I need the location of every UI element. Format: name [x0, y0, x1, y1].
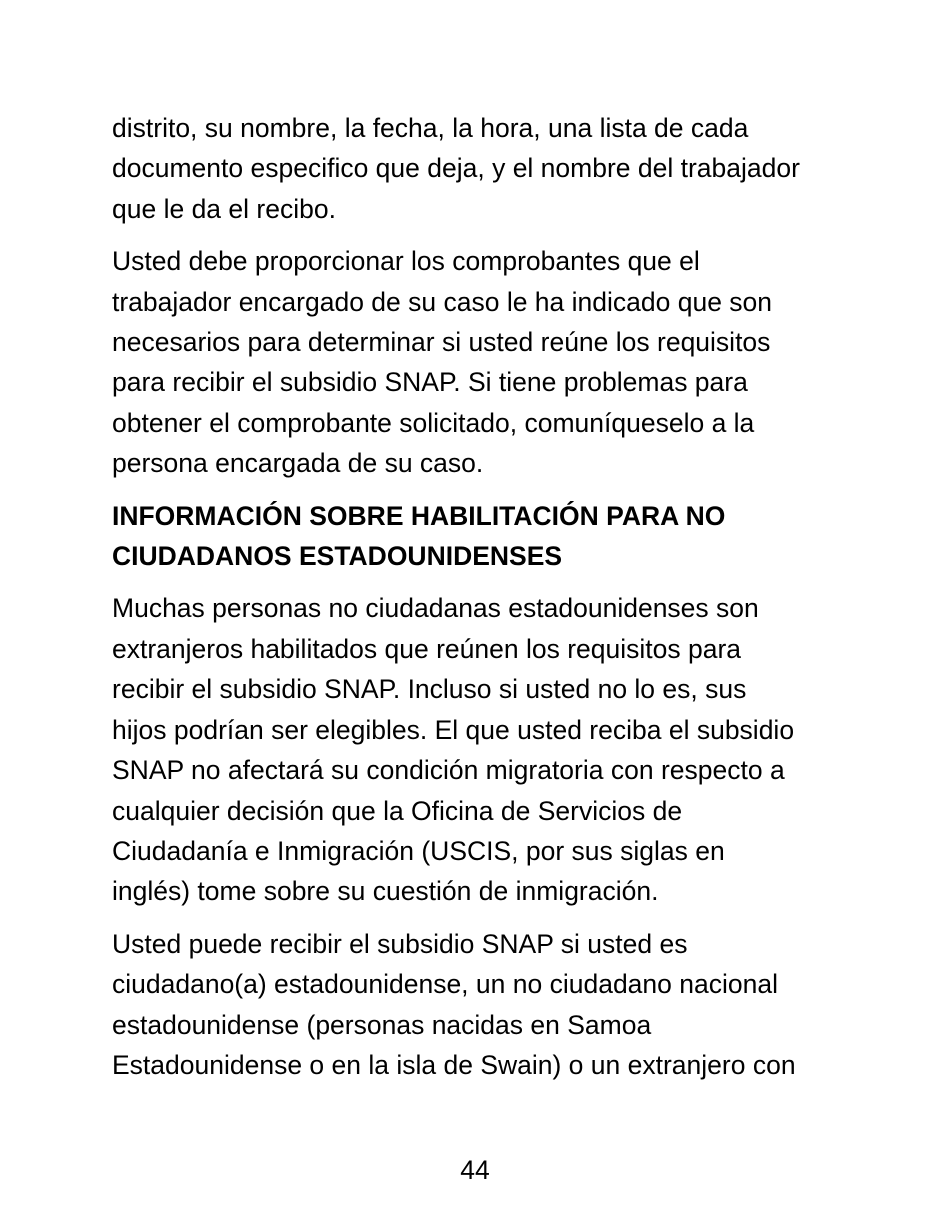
- text-line: que le da el recibo.: [112, 193, 336, 224]
- text-line: Muchas personas no ciudadanas estadounidenses son: [112, 593, 759, 624]
- text-line: recibir el subsidio SNAP. Incluso si usted no lo es, sus: [112, 674, 747, 705]
- paragraph-proof-requirements: [112, 241, 852, 483]
- text-line: inglés) tome sobre su cuestión de inmigración.: [112, 876, 659, 907]
- paragraph-receipt-details: [112, 108, 852, 229]
- text-line: obtener el comprobante solicitado, comuníqueselo a la: [112, 407, 755, 438]
- text-line: Ciudadanía e Inmigración (USCIS, por sus siglas en: [112, 835, 725, 866]
- text-line: cualquier decisión que la Oficina de Servicios de: [112, 795, 683, 826]
- section-heading: [112, 496, 852, 577]
- text-line: estadounidense (personas nacidas en Samoa: [112, 1009, 652, 1040]
- text-line: documento especifico que deja, y el nombre del trabajador: [112, 153, 800, 184]
- page-content: [112, 108, 852, 1085]
- paragraph-who-can-receive: [112, 924, 852, 1086]
- heading-line: CIUDADANOS ESTADOUNIDENSES: [112, 541, 563, 572]
- text-line: distrito, su nombre, la fecha, la hora, una lista de cada: [112, 113, 749, 143]
- text-line: ciudadano(a) estadounidense, un no ciudadano nacional: [112, 969, 778, 1000]
- page-number: 44: [460, 1155, 490, 1185]
- heading-line: INFORMACIÓN SOBRE HABILITACIÓN PARA NO: [112, 500, 726, 531]
- text-line: para recibir el subsidio SNAP. Si tiene problemas para: [112, 367, 748, 398]
- paragraph-noncitizen-eligibility: [112, 588, 852, 911]
- text-line: hijos podrían ser elegibles. El que usted reciba el subsidio: [112, 714, 795, 745]
- text-line: persona encargada de su caso.: [112, 448, 484, 479]
- text-line: extranjeros habilitados que reúnen los requisitos para: [112, 633, 742, 664]
- text-line: necesarios para determinar si usted reúne los requisitos: [112, 327, 771, 358]
- text-line: SNAP no afectará su condición migratoria con respecto a: [112, 755, 785, 786]
- text-line: Usted puede recibir el subsidio SNAP si usted es: [112, 928, 688, 959]
- text-line: Usted debe proporcionar los comprobantes que el: [112, 246, 700, 277]
- text-line: trabajador encargado de su caso le ha indicado que son: [112, 286, 773, 317]
- text-line: Estadounidense o en la isla de Swain) o un extranjero con: [112, 1049, 796, 1080]
